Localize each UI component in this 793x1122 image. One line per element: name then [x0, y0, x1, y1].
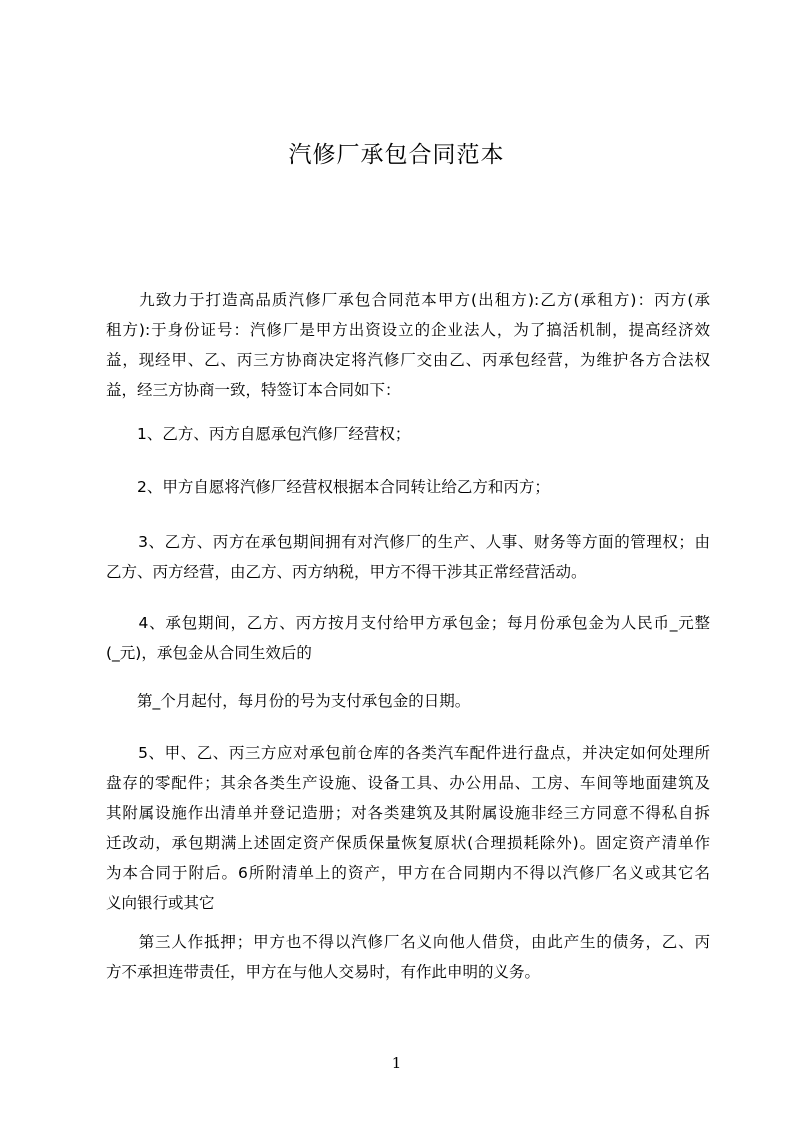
paragraph-line: (_元)，承包金从合同生效后的 — [106, 644, 312, 662]
paragraph-line: 益，现经甲、乙、丙三方协商决定将汽修厂交由乙、丙承包经营，为维护各方合法权 — [106, 351, 710, 369]
paragraph-line: 租方):于身份证号：汽修厂是甲方出资设立的企业法人，为了搞活机制，提高经济效 — [106, 321, 710, 339]
clause-3 — [106, 527, 710, 587]
clause-2 — [106, 472, 710, 502]
clause-4-continuation — [106, 686, 710, 716]
document-title: 汽修厂承包合同范本 — [288, 142, 505, 168]
clause-5-continuation — [106, 927, 710, 987]
paragraph-line: 九致力于打造高品质汽修厂承包合同范本甲方(出租方):乙方(承租方)：丙方(承 — [106, 291, 710, 309]
paragraph-line: 2、甲方自愿将汽修厂经营权根据本合同转让给乙方和丙方； — [106, 478, 550, 496]
paragraph-line: 迁改动，承包期满上述固定资产保质保量恢复原状(合理损耗除外)。固定资产清单作 — [106, 834, 710, 852]
page-number: 1 — [391, 1054, 402, 1072]
paragraph-line: 第三人作抵押；甲方也不得以汽修厂名义向他人借贷，由此产生的债务，乙、丙 — [106, 933, 710, 951]
paragraph-line: 盘存的零配件；其余各类生产设施、设备工具、办公用品、工房、车间等地面建筑及 — [106, 774, 710, 792]
paragraph-line: 益，经三方协商一致，特签订本合同如下： — [106, 381, 401, 399]
paragraph-line: 第_个月起付，每月份的号为支付承包金的日期。 — [106, 692, 471, 710]
paragraph-line: 3、乙方、丙方在承包期间拥有对汽修厂的生产、人事、财务等方面的管理权；由 — [106, 533, 710, 551]
clause-1 — [106, 419, 710, 449]
clause-5 — [106, 738, 710, 918]
intro-paragraph — [106, 285, 710, 405]
paragraph-line: 乙方、丙方经营，由乙方、丙方纳税，甲方不得干涉其正常经营活动。 — [106, 563, 587, 581]
paragraph-line: 5、甲、乙、丙三方应对承包前仓库的各类汽车配件进行盘点，并决定如何处理所 — [106, 744, 710, 762]
paragraph-line: 方不承担连带责任，甲方在与他人交易时，有作此申明的义务。 — [106, 963, 541, 981]
paragraph-line: 其附属设施作出清单并登记造册；对各类建筑及其附属设施非经三方同意不得私自拆 — [106, 804, 710, 822]
paragraph-line: 4、承包期间，乙方、丙方按月支付给甲方承包金；每月份承包金为人民币_元整 — [106, 614, 710, 632]
clause-4 — [106, 608, 710, 668]
paragraph-line: 义向银行或其它 — [106, 894, 215, 912]
paragraph-line: 为本合同于附后。6所附清单上的资产，甲方在合同期内不得以汽修厂名义或其它名 — [106, 864, 710, 882]
paragraph-line: 1、乙方、丙方自愿承包汽修厂经营权； — [106, 425, 411, 443]
